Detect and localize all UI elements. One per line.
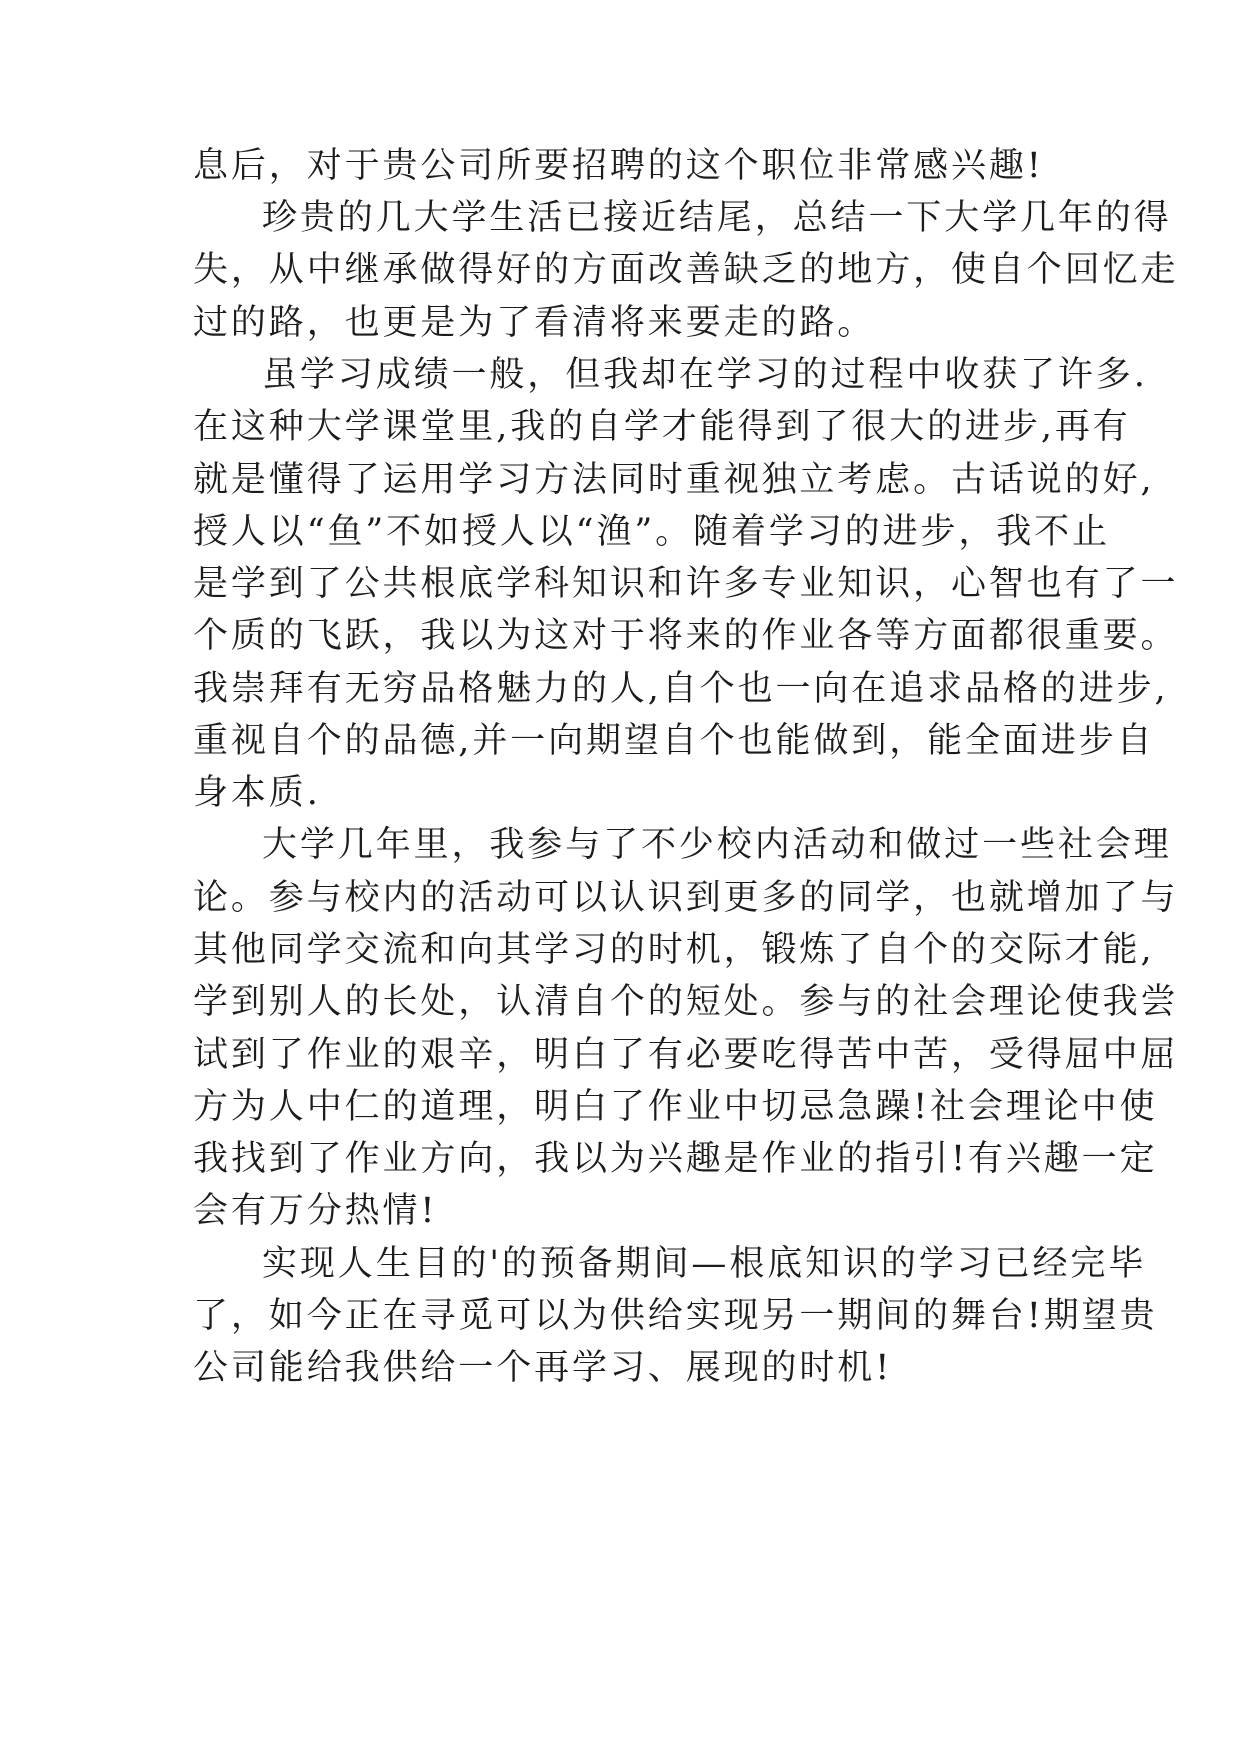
text-line: 在这种大学课堂里,我的自学才能得到了很大的进步,再有	[193, 407, 1131, 447]
text-line: 失，从中继承做得好的方面改善缺乏的地方，使自个回忆走	[193, 250, 1179, 290]
text-line: 珍贵的几大学生活已接近结尾，总结一下大学几年的得	[262, 198, 1172, 238]
text-line: 授人以“鱼”不如授人以“渔”。随着学习的进步，我不止	[193, 512, 1110, 552]
text-line: 方为人中仁的道理，明白了作业中切忌急躁!社会理论中使	[193, 1087, 1158, 1127]
text-line: 大学几年里，我参与了不少校内活动和做过一些社会理	[262, 825, 1172, 865]
text-line: 个质的飞跃，我以为这对于将来的作业各等方面都很重要。	[193, 616, 1179, 656]
text-line: 我崇拜有无穷品格魅力的人,自个也一向在追求品格的进步,	[193, 669, 1169, 709]
text-line: 就是懂得了运用学习方法同时重视独立考虑。古话说的好,	[193, 460, 1155, 500]
text-line: 重视自个的品德,并一向期望自个也能做到，能全面进步自	[193, 721, 1155, 761]
text-line: 学到别人的长处，认清自个的短处。参与的社会理论使我尝	[193, 982, 1179, 1022]
text-line: 息后，对于贵公司所要招聘的这个职位非常感兴趣!	[193, 146, 1044, 186]
text-line: 会有万分热情!	[193, 1191, 438, 1231]
text-line: 论。参与校内的活动可以认识到更多的同学，也就增加了与	[193, 878, 1179, 918]
text-line: 我找到了作业方向，我以为兴趣是作业的指引!有兴趣一定	[193, 1139, 1158, 1179]
text-line: 是学到了公共根底学科知识和许多专业知识，心智也有了一	[193, 564, 1179, 604]
text-line: 了，如今正在寻觅可以为供给实现另一期间的舞台!期望贵	[193, 1296, 1158, 1336]
text-line: 其他同学交流和向其学习的时机，锻炼了自个的交际才能,	[193, 930, 1155, 970]
text-line: 公司能给我供给一个再学习、展现的时机!	[193, 1348, 893, 1388]
text-line: 虽学习成绩一般，但我却在学习的过程中收获了许多.	[262, 355, 1148, 395]
text-line: 试到了作业的艰辛，明白了有必要吃得苦中苦，受得屈中屈	[193, 1035, 1179, 1075]
text-line: 身本质.	[193, 773, 321, 813]
text-line: 过的路，也更是为了看清将来要走的路。	[193, 303, 876, 343]
text-line: 实现人生目的'的预备期间—根底知识的学习已经完毕	[262, 1244, 1147, 1284]
